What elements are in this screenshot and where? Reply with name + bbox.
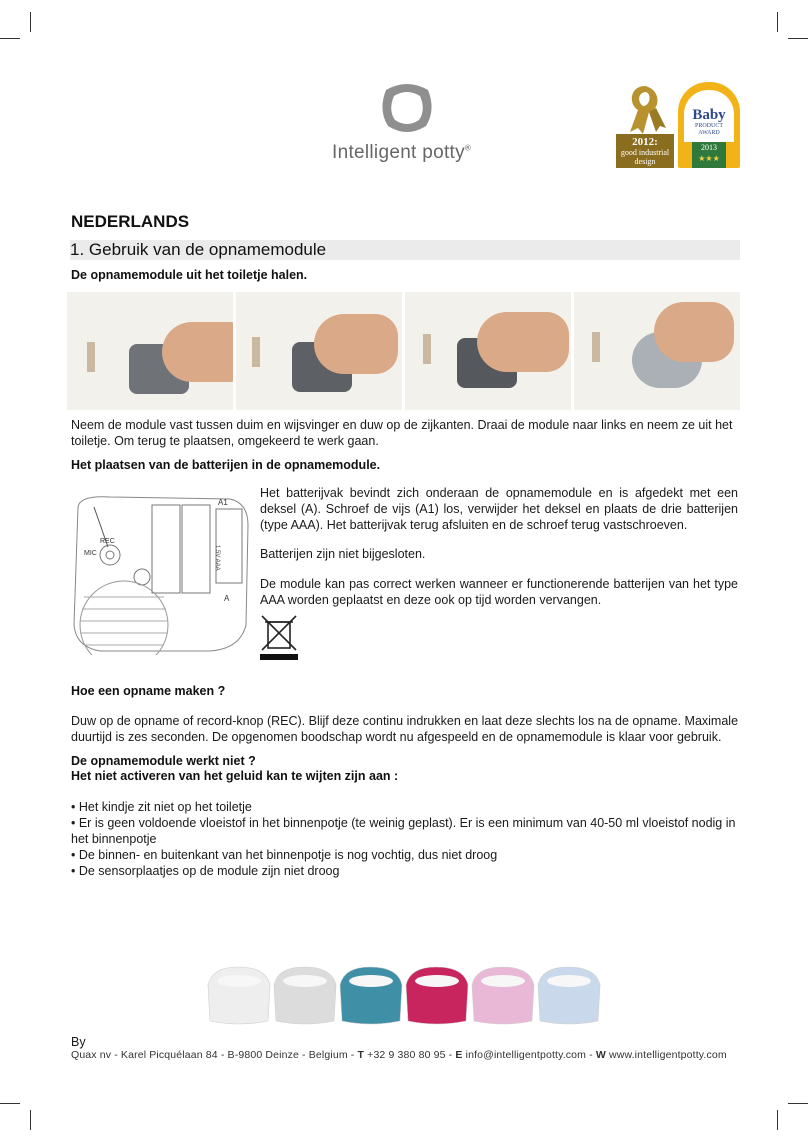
removal-heading: De opnamemodule uit het toiletje halen. xyxy=(71,268,308,282)
award2-title: Baby xyxy=(692,107,726,123)
recording-heading: Hoe een opname maken ? xyxy=(71,684,226,698)
crop-mark xyxy=(788,38,808,39)
recording-text: Duw op de opname of record-knop (REC). Blijf deze continu indrukken en laat deze slechts los na de opname. Maximale duurtijd is zes seconden. De opgenomen boodschap wordt nu afgespeeld en de opnamemodule is klaar voor gebruik. xyxy=(71,714,739,744)
batteries-paragraph-1: Het batterijvak bevindt zich onderaan de opnamemodule en is afgedekt met een deksel (A). Schroef de vijs (A1) los, verwijder het deksel en plaats de drie batterijen (type AAA). Het batterijvak terug afsluiten en de schroef terug vastschroeven. xyxy=(260,486,738,532)
footer-address xyxy=(71,1049,737,1061)
brand-name-text: Intelligent potty xyxy=(332,142,465,163)
footer-by: By xyxy=(71,1035,86,1049)
crop-mark xyxy=(788,1103,808,1104)
potty-color-range-image xyxy=(206,965,606,1027)
footer-email-label: E xyxy=(455,1049,463,1061)
list-item: • Er is geen voldoende vloeistof in het binnenpotje (te weinig geplast). Er is een minimum van 40-50 ml vloeistof nodig in het binnenpotje xyxy=(71,816,736,846)
crop-mark xyxy=(30,12,31,32)
award-ribbon-icon xyxy=(616,82,674,134)
language-heading: NEDERLANDS xyxy=(71,212,190,231)
list-item: • De sensorplaatjes op de module zijn niet droog xyxy=(71,864,340,878)
label-a: A xyxy=(224,594,230,603)
award2-inner xyxy=(684,90,734,142)
list-item: • De binnen- en buitenkant van het binnenpotje is nog vochtig, dus niet droog xyxy=(71,848,498,862)
removal-text: Neem de module vast tussen duim en wijsvinger en duw op de zijkanten. Draai de module naar links en neem ze uit het toiletje. Om terug te plaatsen, omgekeerd te werk gaan. xyxy=(71,418,733,448)
registered-mark: ® xyxy=(464,143,472,153)
potty-2 xyxy=(274,967,336,1024)
award2-line2: AWARD xyxy=(698,130,720,136)
troubleshoot-heading-1: De opnamemodule werkt niet ? xyxy=(71,754,256,768)
footer-tel-label: T xyxy=(357,1049,365,1061)
label-battery: 1.5V AAA xyxy=(214,545,220,571)
footer-tel: +32 9 380 80 95 - xyxy=(364,1049,456,1061)
award2-year: 2013 xyxy=(701,143,717,152)
award2-stars: ★★★ xyxy=(698,154,720,163)
potty-4 xyxy=(406,967,468,1024)
crop-mark xyxy=(0,38,20,39)
potty-6 xyxy=(538,967,600,1024)
footer-email: info@intelligentpotty.com - xyxy=(462,1049,596,1061)
footer-address-text: Quax nv - Karel Picquélaan 84 - B-9800 Deinze - Belgium - xyxy=(71,1049,358,1061)
section-heading: 1. Gebruik van de opnamemodule xyxy=(70,240,327,259)
award2-line1: PRODUCT xyxy=(694,123,723,129)
step-photo-2 xyxy=(236,292,402,410)
step-photo-4 xyxy=(574,292,740,410)
potty-5 xyxy=(472,967,534,1024)
award1-label xyxy=(616,134,674,168)
batteries-paragraph-2: Batterijen zijn niet bijgesloten. xyxy=(260,547,426,561)
award2-footer xyxy=(692,142,726,168)
crop-mark xyxy=(30,1110,31,1130)
batteries-paragraph-3: De module kan pas correct werken wanneer er functionerende batterijen van het type AAA worden geplaatst en deze ook op tijd worden vervangen. xyxy=(260,577,738,607)
footer-web-label: W xyxy=(595,1049,606,1061)
troubleshoot-list xyxy=(71,799,739,879)
weee-bin-icon xyxy=(258,612,300,660)
label-rec: REC xyxy=(100,538,115,545)
section-heading-bar xyxy=(70,240,740,260)
list-item: • Het kindje zit niet op het toiletje xyxy=(71,800,252,814)
label-mic: MIC xyxy=(84,550,97,557)
good-design-award xyxy=(616,82,674,168)
award1-line1: good industrial xyxy=(620,148,670,157)
label-a1: A1 xyxy=(218,498,228,507)
step-photo-1 xyxy=(67,292,233,410)
crop-mark xyxy=(777,1110,778,1130)
brand-name xyxy=(332,142,471,164)
potty-logo-icon xyxy=(376,80,438,136)
battery-compartment-diagram xyxy=(70,485,250,655)
step-photo-3 xyxy=(405,292,571,410)
crop-mark xyxy=(0,1103,20,1104)
crop-mark xyxy=(777,12,778,32)
award1-line2: design xyxy=(634,157,656,166)
award1-year: 2012: xyxy=(632,136,658,148)
footer-web: www.intelligentpotty.com xyxy=(605,1049,727,1061)
baby-product-award xyxy=(678,82,740,168)
potty-1 xyxy=(208,967,270,1024)
potty-3 xyxy=(340,967,402,1024)
batteries-heading: Het plaatsen van de batterijen in de opnamemodule. xyxy=(71,458,381,472)
troubleshoot-heading-2: Het niet activeren van het geluid kan te wijten zijn aan : xyxy=(71,769,399,783)
